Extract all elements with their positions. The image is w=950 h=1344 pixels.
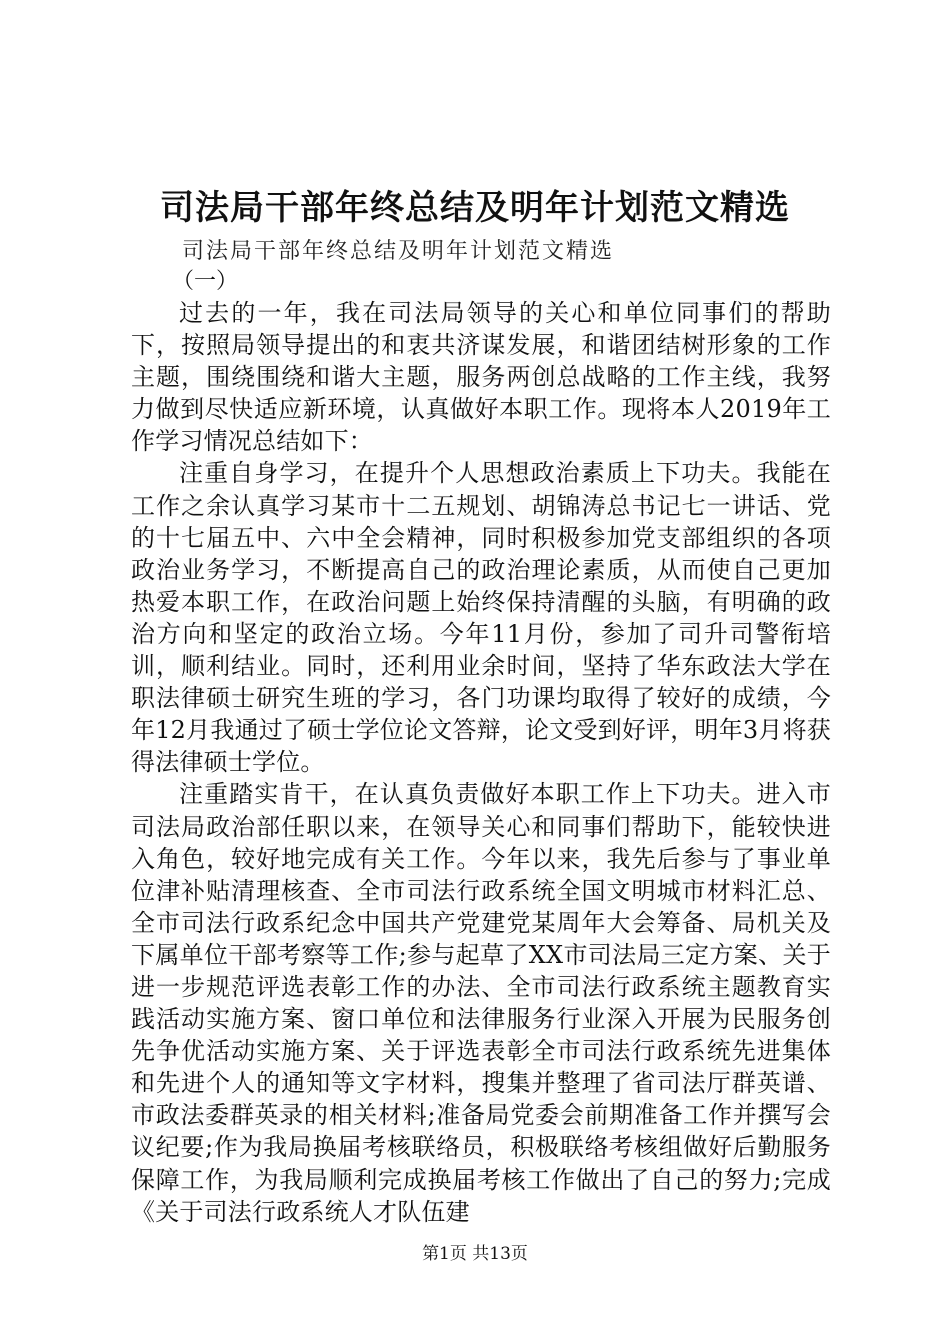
document-title: 司法局干部年终总结及明年计划范文精选 — [160, 188, 790, 228]
section-label: （一） — [172, 269, 239, 294]
paragraph: 注重自身学习，在提升个人思想政治素质上下功夫。我能在工作之余认真学习某市十二五规划、胡锦涛总书记七一讲话、党的十七届五中、六中全会精神，同时积极参加党支部组织的各项政治业务学习，不断提高自己的政治理论素质，从而使自己更加热爱本职工作，在政治问题上始终保持清醒的头脑，有明确的政治方向和坚定的政治立场。今年11月份，参加了司升司警衔培训，顺利结业。同时，还利用业余时间，坚持了华东政法大学在职法律硕士研究生班的学习，各门功课均取得了较好的成绩，今年12月我通过了硕士学位论文答辩，论文受到好评，明年3月将获得法律硕士学位。 — [131, 459, 831, 777]
document-body — [131, 297, 831, 1228]
paragraph: 注重踏实肯干，在认真负责做好本职工作上下功夫。进入市司法局政治部任职以来，在领导关心和同事们帮助下，能较快进入角色，较好地完成有关工作。今年以来，我先后参与了事业单位津补贴清理核查、全市司法行政系统全国文明城市材料汇总、全市司法行政系纪念中国共产党建党某周年大会筹备、局机关及下属单位干部考察等工作;参与起草了XX市司法局三定方案、关于进一步规范评选表彰工作的办法、全市司法行政系统主题教育实践活动实施方案、窗口单位和法律服务行业深入开展为民服务创先争优活动实施方案、关于评选表彰全市司法行政系统先进集体和先进个人的通知等文字材料，搜集并整理了省司法厅群英谱、市政法委群英录的相关材料;准备局党委会前期准备工作并撰写会议纪要;作为我局换届考核联络员，积极联络考核组做好后勤服务保障工作，为我局顺利完成换届考核工作做出了自己的努力;完成《关于司法行政系统人才队伍建 — [131, 780, 831, 1226]
page-footer: 第1页 共13页 — [422, 1244, 528, 1264]
paragraph: 过去的一年，我在司法局领导的关心和单位同事们的帮助下，按照局领导提出的和衷共济谋发展，和谐团结树形象的工作主题，围绕围绕和谐大主题，服务两创总战略的工作主线，我努力做到尽快适应新环境，认真做好本职工作。现将本人2019年工作学习情况总结如下： — [131, 299, 831, 456]
document-subtitle: 司法局干部年终总结及明年计划范文精选 — [182, 239, 615, 264]
